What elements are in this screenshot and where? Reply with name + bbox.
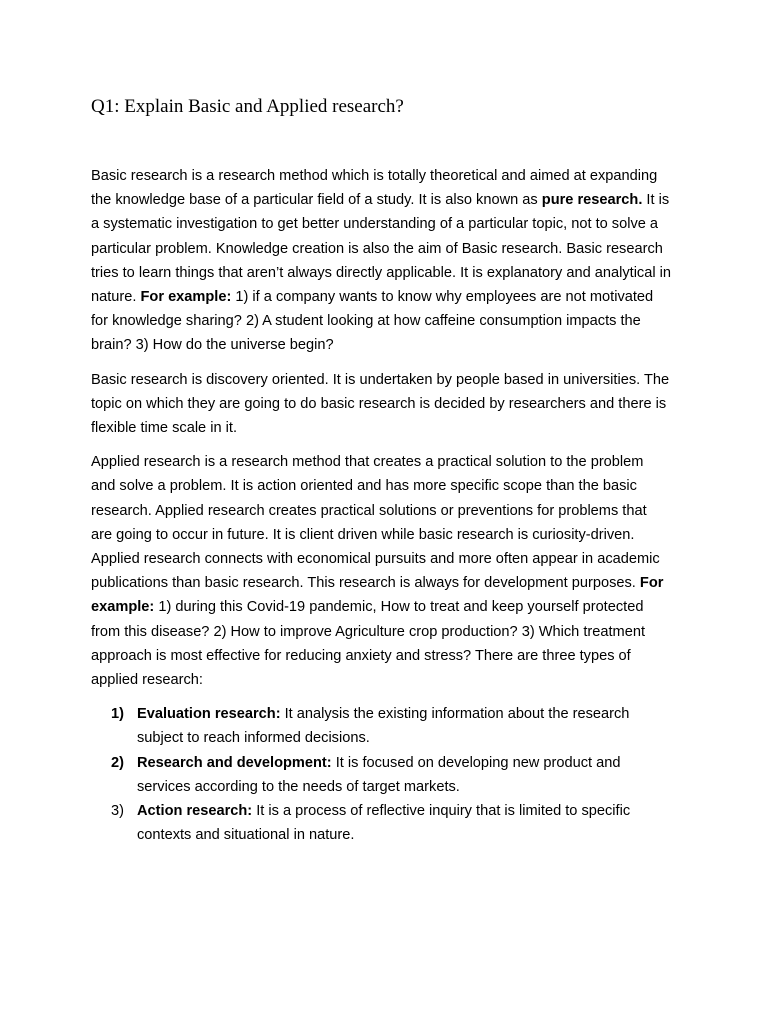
list-item-term: Research and development: (137, 754, 332, 771)
list-item-number: 2) (111, 754, 124, 771)
applied-example-label: For example: (91, 575, 664, 616)
applied-research-types-list (91, 702, 671, 847)
list-item (91, 799, 671, 847)
list-item-term: Evaluation research: (137, 706, 281, 723)
list-item-description: It analysis the existing information about the research subject to reach informed decisions. (137, 706, 630, 747)
list-item (91, 702, 671, 750)
answer-body (91, 164, 671, 847)
applied-research-text-1: Applied research is a research method that creates a practical solution to the problem and solve a problem. It is action oriented and has more specific scope than the basic research. Applied research creates practical solutions or preventions for problems that are going to occur in future. It is client driven while basic research is curiosity-driven. Applied research connects with economical pursuits and more often appear in academic publications than basic research. This research is always for development purposes. (91, 454, 660, 592)
discovery-paragraph: Basic research is discovery oriented. It is undertaken by people based in universities. The topic on which they are going to do basic research is decided by researchers and there is flexible time scale in it. (91, 371, 670, 437)
basic-research-examples: 1) if a company wants to know why employees are not motivated for knowledge sharing? 2) A student looking at how caffeine consumption impacts the brain? 3) How do the universe begin? (91, 289, 654, 354)
list-item-number: 3) (111, 803, 124, 820)
list-item-description: It is focused on developing new product and services according to the needs of target markets. (137, 754, 621, 795)
applied-research-paragraph (91, 450, 671, 692)
pure-research-term: pure research. (541, 192, 643, 209)
basic-research-text-1: Basic research is a research method which is totally theoretical and aimed at expanding the knowledge base of a particular field of a study. It is also known as (91, 168, 658, 209)
basic-research-paragraph (91, 164, 671, 358)
list-item-term: Action research: (137, 803, 253, 820)
list-item-number: 1) (111, 706, 124, 723)
list-item (91, 751, 671, 799)
basic-example-label: For example: (140, 289, 232, 306)
applied-research-examples: 1) during this Covid-19 pandemic, How to treat and keep yourself protected from this disease? 2) How to improve Agriculture crop production? 3) Which treatment approach is most effective for reducing anxiety and stress? There are three types of applied research: (91, 599, 645, 689)
basic-research-text-2: It is a systematic investigation to get better understanding of a particular topic, not to solve a particular problem. Knowledge creation is also the aim of Basic research. Basic research tries to learn things that aren’t always directly applicable. It is explanatory and analytical in nature. (91, 192, 672, 306)
question-title: Q1: Explain Basic and Applied research? (91, 96, 404, 117)
list-item-description: It is a process of reflective inquiry that is limited to specific contexts and situational in nature. (137, 803, 631, 844)
